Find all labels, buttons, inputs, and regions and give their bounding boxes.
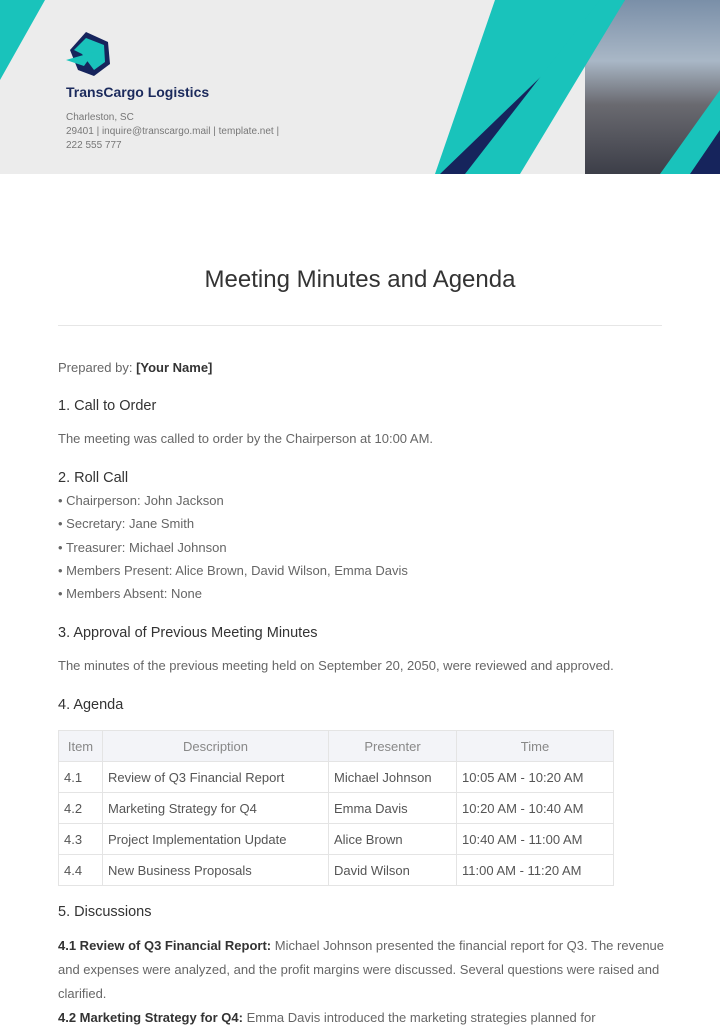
table-row	[59, 793, 614, 824]
discussion-text: Michael Johnson presented the financial report for Q3. The revenue and expenses were analyzed, and the profit margins were discussed. Several questions were raised and clarified.	[58, 938, 665, 1001]
page-title: Meeting Minutes and Agenda	[204, 266, 516, 293]
column-header: Description	[103, 731, 329, 762]
cell: 4.1	[59, 762, 103, 793]
section-heading: 3. Approval of Previous Meeting Minutes	[58, 625, 318, 641]
address-line: 29401 | inquire@transcargo.mail | template.net |	[66, 126, 280, 137]
cell: Review of Q3 Financial Report	[103, 762, 329, 793]
column-header: Presenter	[329, 731, 457, 762]
discussion-paragraph	[58, 934, 668, 1030]
cell: 10:05 AM - 10:20 AM	[457, 762, 614, 793]
cell: Emma Davis	[329, 793, 457, 824]
cell: New Business Proposals	[103, 855, 329, 886]
cell: Marketing Strategy for Q4	[103, 793, 329, 824]
cell: 10:20 AM - 10:40 AM	[457, 793, 614, 824]
list-item-text: Chairperson: John Jackson	[66, 493, 224, 508]
list-item: • Members Present: Alice Brown, David Wilson, Emma Davis	[58, 563, 408, 578]
section-heading: 4. Agenda	[58, 697, 124, 713]
column-header: Item	[59, 731, 103, 762]
list-item-text: Treasurer: Michael Johnson	[65, 540, 227, 555]
list-item: • Treasurer: Michael Johnson	[58, 540, 227, 555]
cell: 10:40 AM - 11:00 AM	[457, 824, 614, 855]
table-row	[59, 762, 614, 793]
company-logo-icon	[64, 30, 114, 80]
address-line: Charleston, SC	[66, 112, 134, 123]
prepared-value: [Your Name]	[136, 360, 213, 375]
section-heading: 2. Roll Call	[58, 470, 129, 486]
discussion-label: 4.1 Review of Q3 Financial Report:	[58, 938, 272, 953]
table-row	[59, 824, 614, 855]
discussion-text: Emma Davis introduced the marketing strategies planned for	[242, 1010, 596, 1025]
list-item-text: Secretary: Jane Smith	[66, 516, 195, 531]
address-line: 222 555 777	[66, 140, 122, 151]
section-text: The minutes of the previous meeting held on September 20, 2050, were reviewed and approved.	[58, 658, 614, 673]
table-row	[59, 855, 614, 886]
cell: Alice Brown	[329, 824, 457, 855]
cell: 11:00 AM - 11:20 AM	[457, 855, 614, 886]
discussion-label: 4.2 Marketing Strategy for Q4:	[58, 1010, 243, 1025]
prepared-by	[58, 360, 212, 375]
cell: 4.3	[59, 824, 103, 855]
table-header	[59, 731, 614, 762]
agenda-table	[58, 730, 614, 886]
cell: David Wilson	[329, 855, 457, 886]
cell: Michael Johnson	[329, 762, 457, 793]
column-header: Time	[457, 731, 614, 762]
section-heading: 1. Call to Order	[58, 398, 157, 414]
cell: Project Implementation Update	[103, 824, 329, 855]
list-item: • Chairperson: John Jackson	[58, 493, 224, 508]
cell: 4.2	[59, 793, 103, 824]
section-text: The meeting was called to order by the Chairperson at 10:00 AM.	[58, 431, 434, 446]
list-item-text: Members Present: Alice Brown, David Wilson, Emma Davis	[66, 563, 408, 578]
list-item-text: Members Absent: None	[66, 586, 203, 601]
list-item: • Members Absent: None	[58, 586, 203, 601]
prepared-label: Prepared by:	[58, 360, 133, 375]
cell: 4.4	[59, 855, 103, 886]
list-item: • Secretary: Jane Smith	[58, 516, 195, 531]
section-heading: 5. Discussions	[58, 904, 152, 920]
divider	[58, 325, 662, 326]
header-banner	[0, 0, 720, 174]
company-name: TransCargo Logistics	[66, 84, 210, 100]
company-address	[66, 111, 346, 153]
